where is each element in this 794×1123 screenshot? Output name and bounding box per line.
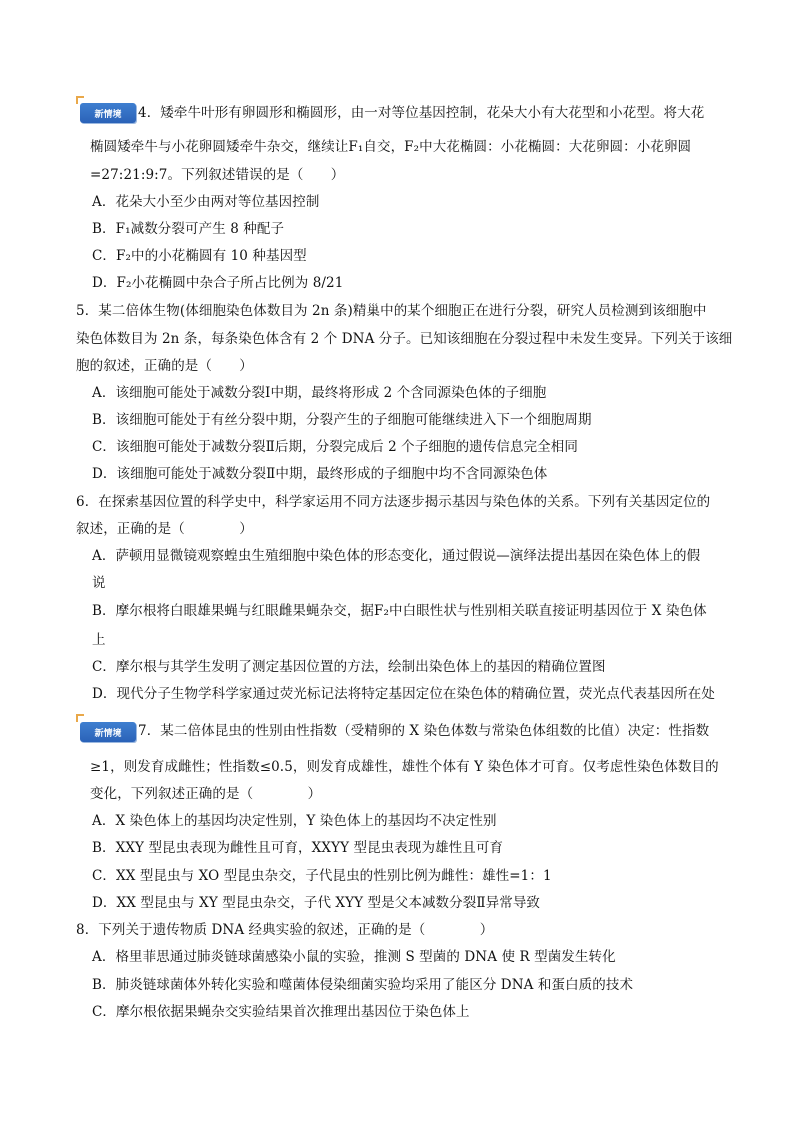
q4-option-b: B．F₁减数分裂可产生 8 种配子 [92,221,285,237]
q5-option-c: C．该细胞可能处于减数分裂Ⅱ后期，分裂完成后 2 个子细胞的遗传信息完全相同 [92,439,578,455]
new-situation-badge: 新情境 [80,103,136,123]
q6-option-c: C．摩尔根与其学生发明了测定基因位置的方法，绘制出染色体上的基因的精确位置图 [92,659,606,675]
q6-line-1: 6．在探索基因位置的科学史中，科学家运用不同方法逐步揭示基因与染色体的关系。下列有关基因定位的 [76,494,711,510]
q6-option-b: B．摩尔根将白眼雄果蝇与红眼雌果蝇杂交，据F₂中白眼性状与性别相关联直接证明基因位于 X 染色体 [92,603,707,619]
q7-option-c: C．XX 型昆虫与 XO 型昆虫杂交，子代昆虫的性别比例为雌性：雄性=1：1 [92,868,552,884]
badge-corner-mark [76,714,84,722]
q7-line-3: 变化，下列叙述正确的是（ ） [90,786,322,802]
q8-option-b: B．肺炎链球菌体外转化实验和噬菌体侵染细菌实验均采用了能区分 DNA 和蛋白质的技术 [92,977,634,993]
q5-option-a: A．该细胞可能处于减数分裂Ⅰ中期，最终将形成 2 个含同源染色体的子细胞 [92,385,547,401]
q7-option-d: D．XX 型昆虫与 XY 型昆虫杂交，子代 XYY 型是父本减数分裂Ⅱ异常导致 [92,895,541,911]
q4-option-c: C．F₂中的小花椭圆有 10 种基因型 [92,248,307,264]
q5-line-1: 5．某二倍体生物(体细胞染色体数目为 2n 条)精巢中的某个细胞正在进行分裂，研究人员检测到该细胞中 [76,303,707,319]
q4-line-2: 椭圆矮牵牛与小花卵圆矮牵牛杂交，继续让F₁自交，F₂中大花椭圆：小花椭圆：大花卵圆：小花卵圆 [90,139,692,155]
q8-option-a: A．格里菲思通过肺炎链球菌感染小鼠的实验，推测 S 型菌的 DNA 使 R 型菌发生转化 [92,949,616,965]
q4-option-d: D．F₂小花椭圆中杂合子所占比例为 8/21 [92,275,344,291]
q8-line-1: 8．下列关于遗传物质 DNA 经典实验的叙述，正确的是（ ） [76,922,494,938]
q4-line-1: 4．矮牵牛叶形有卵圆形和椭圆形，由一对等位基因控制，花朵大小有大花型和小花型。将大花 [138,105,705,121]
q5-line-2: 染色体数目为 2n 条，每条染色体含有 2 个 DNA 分子。已知该细胞在分裂过程中未发生变异。下列关于该细 [76,331,733,347]
q6-line-2: 叙述，正确的是（ ） [76,521,253,537]
q6-option-d: D．现代分子生物学科学家通过荧光标记法将特定基因定位在染色体的精确位置，荧光点代表基因所在处 [92,686,715,702]
q8-option-c: C．摩尔根依据果蝇杂交实验结果首次推理出基因位于染色体上 [92,1004,470,1020]
q6-option-a: A．萨顿用显微镜观察蝗虫生殖细胞中染色体的形态变化，通过假说—演绎法提出基因在染色体上的假 [92,548,701,564]
new-situation-badge: 新情境 [80,722,136,742]
q5-option-b: B．该细胞可能处于有丝分裂中期，分裂产生的子细胞可能继续进入下一个细胞周期 [92,412,592,428]
q4-option-a: A．花朵大小至少由两对等位基因控制 [92,194,320,210]
q6-option-a-cont: 说 [92,575,106,591]
q7-line-2: ≥1，则发育成雌性；性指数≤0.5，则发育成雄性，雄性个体有 Y 染色体才可育。仅考虑性染色体数目的 [90,759,719,775]
q7-option-b: B．XXY 型昆虫表现为雌性且可育，XXYY 型昆虫表现为雄性且可育 [92,840,504,856]
q5-line-3: 胞的叙述，正确的是（ ） [76,358,253,374]
q7-option-a: A．X 染色体上的基因均决定性别，Y 染色体上的基因均不决定性别 [92,813,497,829]
q6-option-b-cont: 上 [92,632,106,648]
q5-option-d: D．该细胞可能处于减数分裂Ⅱ中期，最终形成的子细胞中均不含同源染色体 [92,466,548,482]
q4-line-3: =27:21:9:7。下列叙述错误的是（ ） [90,167,345,183]
q7-line-1: 7．某二倍体昆虫的性别由性指数（受精卵的 X 染色体数与常染色体组数的比值）决定：性指数 [138,723,710,739]
